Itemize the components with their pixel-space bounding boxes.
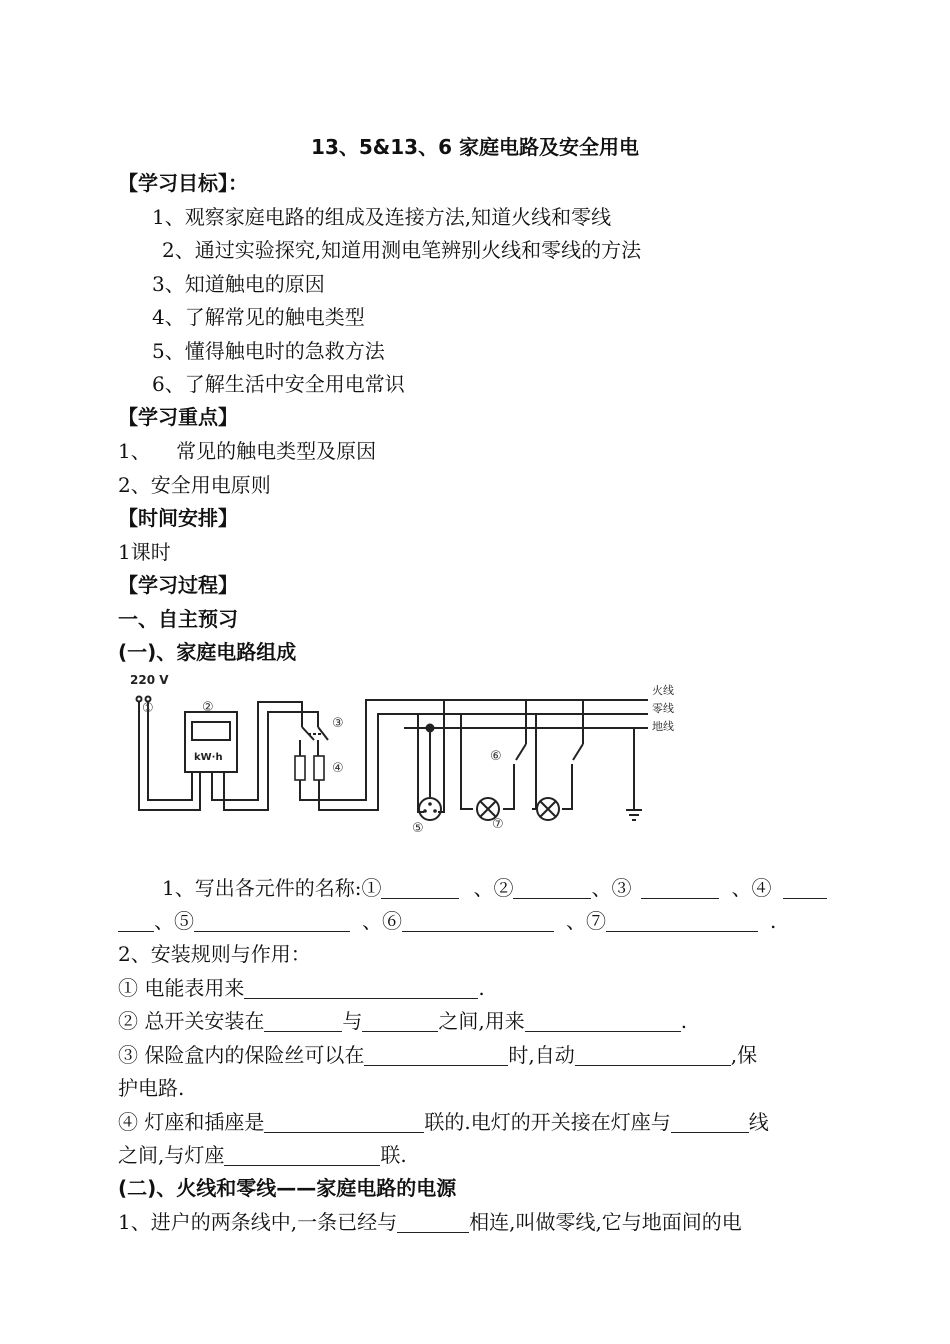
question-2-heading: 2、安装规则与作用： <box>118 942 311 966</box>
objective-2: 2、通过实验探究,知道用测电笔辨别火线和零线的方法 <box>162 238 642 262</box>
question-2-line-3b: 护电路. <box>118 1076 185 1100</box>
subsection-1-heading: (一)、家庭电路组成 <box>118 640 297 664</box>
objectives-heading: 【学习目标】： <box>118 171 248 195</box>
key-point-2: 2、安全用电原则 <box>118 473 271 497</box>
q1-mark-2: ② <box>493 876 514 900</box>
objective-1: 1、观察家庭电路的组成及连接方法,知道火线和零线 <box>152 205 612 229</box>
objective-6: 6、了解生活中安全用电常识 <box>152 372 405 396</box>
voltage-label: 220 V <box>130 673 169 687</box>
objective-3: 3、知道触电的原因 <box>152 272 325 296</box>
q2-blank-8[interactable] <box>671 1112 749 1133</box>
q2-blank-2[interactable] <box>264 1011 342 1032</box>
q1-blank-7[interactable] <box>606 911 758 932</box>
key-point-1: 1、 常见的触电类型及原因 <box>118 439 377 463</box>
question-2-line-4b: 之间,与灯座 联. <box>118 1143 407 1167</box>
q2-blank-3[interactable] <box>362 1011 438 1032</box>
question-2-line-2: ② 总开关安装在 与 之间,用来 . <box>118 1009 688 1033</box>
objective-4: 4、了解常见的触电类型 <box>152 305 365 329</box>
q2-blank-5[interactable] <box>364 1045 508 1066</box>
q2-blank-4[interactable] <box>525 1011 681 1032</box>
question-1-line-2: 、⑤ 、⑥ 、⑦ . <box>118 905 776 934</box>
question-2-line-1: ① 电能表用来 . <box>118 976 485 1000</box>
section-1-heading: 一、自主预习 <box>118 607 238 631</box>
label-1: ① <box>142 701 154 716</box>
label-3: ③ <box>332 716 344 731</box>
label-5: ⑤ <box>412 821 424 836</box>
q1-blank-4a[interactable] <box>783 878 827 899</box>
q1-mark-4: ④ <box>751 876 772 900</box>
q1-blank-3[interactable] <box>641 878 719 899</box>
meter-unit-label: kW·h <box>194 752 223 763</box>
q1-blank-1[interactable] <box>381 878 459 899</box>
key-points-heading: 【学习重点】 <box>118 405 238 429</box>
q1-mark-7: ⑦ <box>586 909 606 933</box>
label-7: ⑦ <box>492 817 504 832</box>
q1-mark-5: ⑤ <box>174 909 194 933</box>
live-wire-label: 火线 <box>652 684 674 697</box>
q1-blank-5[interactable] <box>194 911 350 932</box>
objective-5: 5、懂得触电时的急救方法 <box>152 339 385 363</box>
q1-blank-2[interactable] <box>513 878 591 899</box>
q1-mark-6: ⑥ <box>382 909 402 933</box>
q2-blank-9[interactable] <box>224 1145 380 1166</box>
process-heading: 【学习过程】 <box>118 573 238 597</box>
label-4: ④ <box>332 761 344 776</box>
label-6: ⑥ <box>490 749 502 764</box>
q1-mark-3: ③ <box>611 876 632 900</box>
q1-blank-6[interactable] <box>402 911 554 932</box>
q2-blank-7[interactable] <box>264 1112 424 1133</box>
neutral-wire-label: 零线 <box>652 702 674 715</box>
ground-wire-label: 地线 <box>652 720 674 733</box>
label-2: ② <box>202 700 214 715</box>
q1-mark-1: ① <box>361 876 382 900</box>
q2-blank-1[interactable] <box>244 978 478 999</box>
section-2-line-1: 1、进户的两条线中,一条已经与 相连,叫做零线,它与地面间的电 <box>118 1210 742 1234</box>
question-1-line-1: 1、写出各元件的名称:① 、② 、③ 、④ <box>162 872 827 901</box>
q1-prefix: 1、写出各元件的名称: <box>162 876 362 900</box>
question-2-line-3: ③ 保险盒内的保险丝可以在 时,自动 ,保 <box>118 1043 758 1067</box>
page-title: 13、5&13、6 家庭电路及安全用电 <box>311 135 639 159</box>
subsection-2-heading: (二)、火线和零线——家庭电路的电源 <box>118 1176 457 1200</box>
schedule-text: 1课时 <box>118 540 171 564</box>
question-2-line-4: ④ 灯座和插座是 联的.电灯的开关接在灯座与 线 <box>118 1110 769 1134</box>
schedule-heading: 【时间安排】 <box>118 506 238 530</box>
s2-blank-1[interactable] <box>397 1212 469 1233</box>
household-circuit-diagram <box>128 672 674 836</box>
q2-blank-6[interactable] <box>575 1045 731 1066</box>
q1-blank-4b[interactable] <box>118 911 154 932</box>
